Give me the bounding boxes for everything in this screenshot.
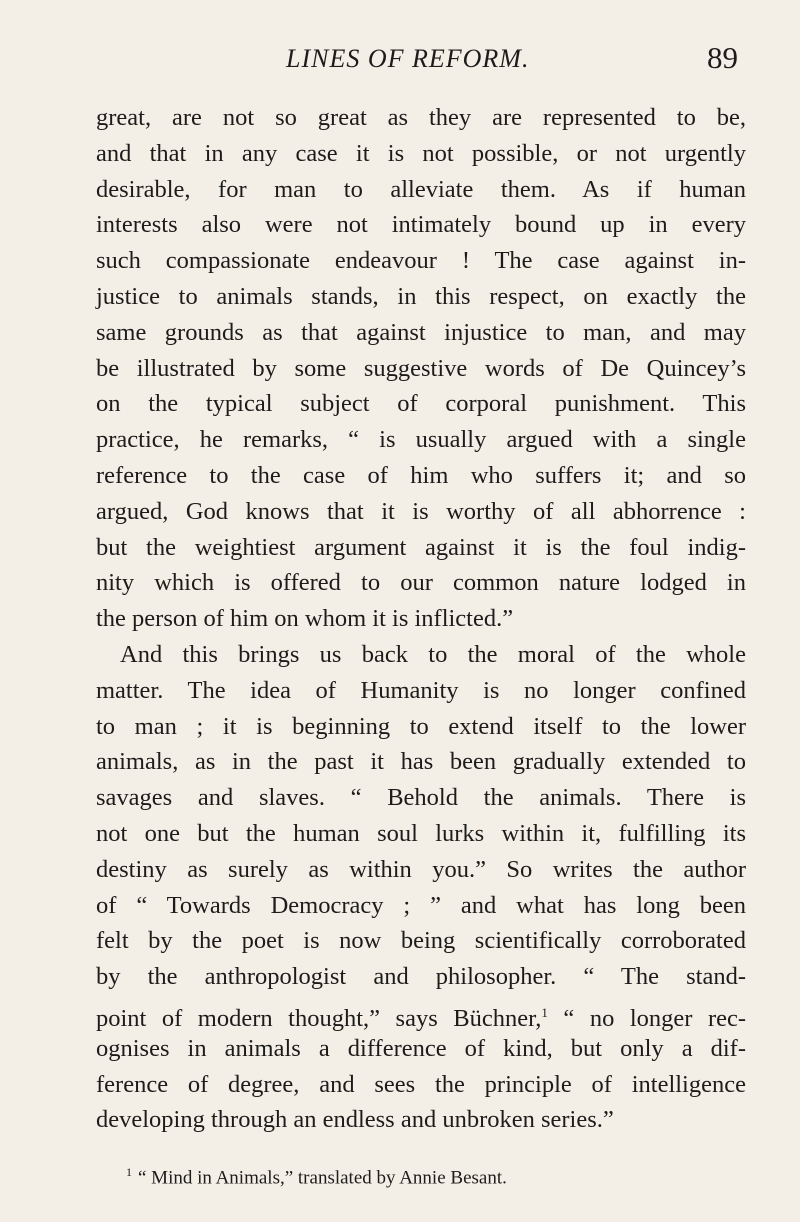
text-line-tail: “ no longer rec- bbox=[547, 1005, 747, 1033]
text-line: on the typical subject of corporal punishment. This bbox=[96, 390, 746, 418]
body-text bbox=[96, 100, 746, 1138]
text-line: but the weightiest argument against it is the foul indig- bbox=[96, 533, 746, 561]
text-line: same grounds as that against injustice to man, and may bbox=[96, 318, 746, 346]
text-line: and that in any case it is not possible, or not urgently bbox=[96, 139, 746, 167]
text-line: justice to animals stands, in this respect, on exactly the bbox=[96, 282, 746, 310]
footnote-mark: 1 bbox=[126, 1165, 132, 1179]
text-line: felt by the poet is now being scientifically corroborated bbox=[96, 927, 746, 955]
text-line: And this brings us back to the moral of the whole bbox=[120, 640, 746, 668]
text-line: matter. The idea of Humanity is no longer confined bbox=[96, 676, 746, 704]
footnote bbox=[96, 1159, 746, 1191]
text-line: desirable, for man to alleviate them. As if human bbox=[96, 175, 746, 203]
text-line: ognises in animals a difference of kind, but only a dif- bbox=[96, 1034, 746, 1062]
text-line-with-footnote bbox=[96, 995, 746, 1031]
text-line: not one but the human soul lurks within it, fulfilling its bbox=[96, 819, 746, 847]
text-line: be illustrated by some suggestive words of De Quincey’s bbox=[96, 354, 746, 382]
text-line: destiny as surely as within you.” So writes the author bbox=[96, 855, 746, 883]
footnote-text: “ Mind in Animals,” translated by Annie Besant. bbox=[138, 1167, 507, 1189]
text-line: such compassionate endeavour ! The case against in- bbox=[96, 247, 746, 275]
text-line: practice, he remarks, “ is usually argued with a single bbox=[96, 426, 746, 454]
running-header bbox=[96, 40, 740, 84]
running-title: LINES OF REFORM. bbox=[286, 44, 530, 73]
text-line: reference to the case of him who suffers it; and so bbox=[96, 461, 746, 489]
text-line: savages and slaves. “ Behold the animals. There is bbox=[96, 784, 746, 812]
text-line: great, are not so great as they are represented to be, bbox=[96, 104, 746, 131]
text-line: interests also were not intimately bound up in every bbox=[96, 211, 746, 239]
text-line-head: point of modern thought,” says Büchner, bbox=[96, 1005, 542, 1033]
text-line: to man ; it is beginning to extend itself to the lower bbox=[96, 712, 746, 740]
text-line: nity which is offered to our common nature lodged in bbox=[96, 569, 746, 597]
text-line: of “ Towards Democracy ; ” and what has long been bbox=[96, 891, 746, 919]
text-line: animals, as in the past it has been gradually extended to bbox=[96, 748, 746, 776]
text-line: by the anthropologist and philosopher. “ The stand- bbox=[96, 963, 746, 991]
footnote-reference: 1 bbox=[541, 1004, 548, 1020]
page-number: 89 bbox=[707, 40, 738, 75]
text-line: ference of degree, and sees the principle of intelligence bbox=[96, 1070, 746, 1098]
text-line: developing through an endless and unbroken series.” bbox=[96, 1106, 614, 1134]
text-line: argued, God knows that it is worthy of all abhorrence : bbox=[96, 497, 746, 525]
text-line: the person of him on whom it is inflicted.” bbox=[96, 605, 514, 633]
